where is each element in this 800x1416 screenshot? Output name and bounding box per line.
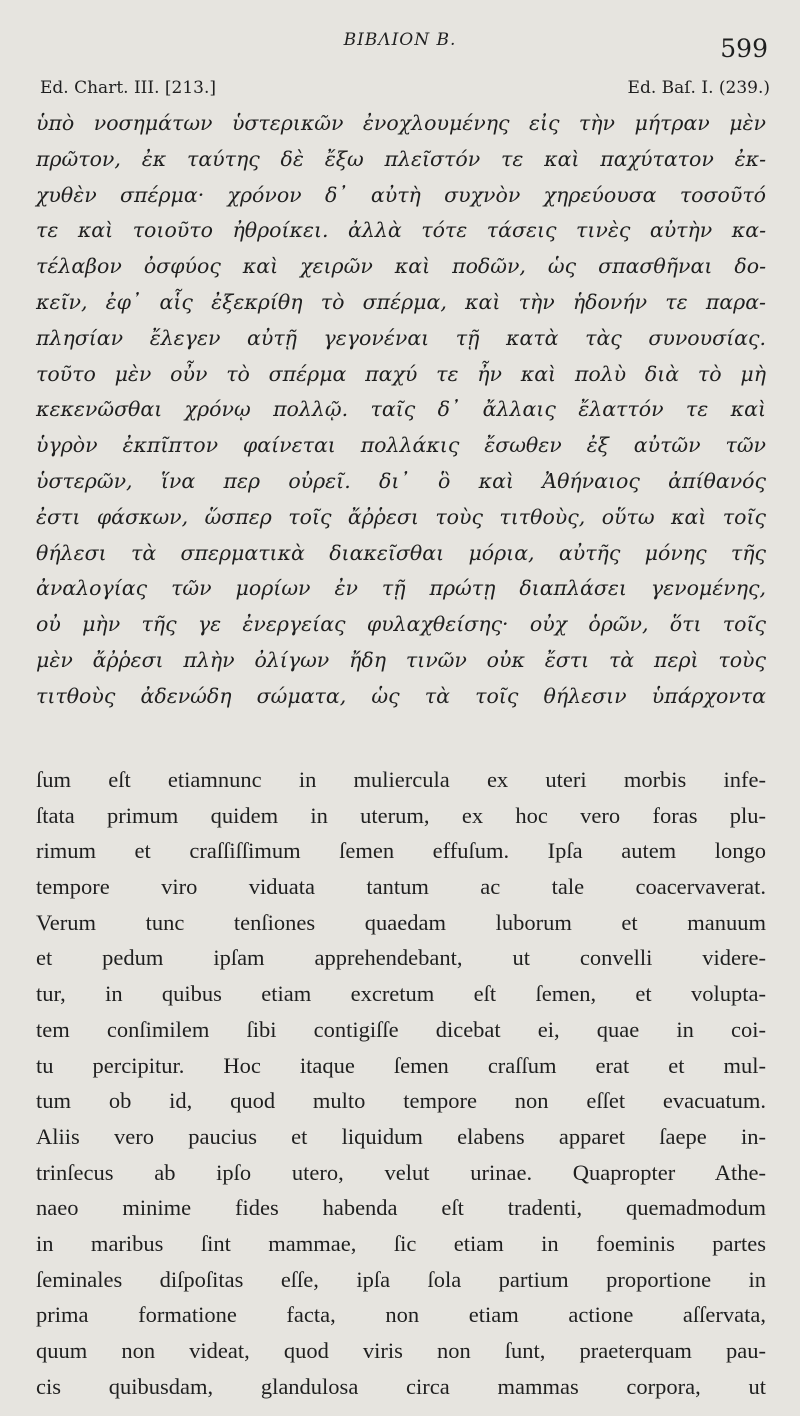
greek-text-line: τέλαβον ὀσφύος καὶ χειρῶν καὶ ποδῶν, ὡς σπασθῆναι δο-	[36, 254, 766, 279]
greek-text-line: τοῦτο μὲν οὖν τὸ σπέρμα παχύ τε ἦν καὶ πολὺ διὰ τὸ μὴ	[36, 361, 766, 386]
greek-text-line: οὐ μὴν τῆς γε ἐνεργείας φυλαχθείσης· οὐχ ὁρῶν, ὅτι τοῖς	[36, 612, 766, 637]
latin-text-line: tempore viro viduata tantum ac tale coacervaverat.	[36, 874, 766, 900]
greek-text-line: ὑπὸ νοσημάτων ὑστερικῶν ἐνοχλουμένης εἰς τὴν μήτραν μὲν	[36, 111, 766, 135]
latin-text-line: rimum et craſſiſſimum ſemen effuſum. Ipſa autem longo	[36, 838, 766, 864]
latin-text-line: ſum eſt etiamnunc in muliercula ex uteri morbis infe-	[36, 767, 766, 792]
page-number: 599	[720, 34, 768, 63]
latin-text-block	[36, 762, 766, 1404]
greek-text-line: μὲν ἄῤῥεσι πλὴν ὀλίγων ἤδη τινῶν οὐκ ἔστι τὰ περὶ τοὺς	[36, 647, 766, 672]
latin-text-line: quum non videat, quod viris non ſunt, praeterquam pau-	[36, 1338, 766, 1363]
latin-text-line: trinſecus ab ipſo utero, velut urinae. Quapropter Athe-	[36, 1159, 766, 1185]
latin-text-line: et pedum ipſam apprehendebant, ut convelli videre-	[36, 945, 766, 971]
greek-text-line: ἀναλογίας τῶν μορίων ἐν τῇ πρώτῃ διαπλάσει γενομένης,	[36, 576, 766, 601]
running-title: ΒΙΒΛΙΟΝ Β.	[343, 30, 457, 50]
latin-text-line: ſtata primum quidem in uterum, ex hoc vero foras plu-	[36, 802, 766, 828]
greek-text-line: κεκενῶσθαι χρόνῳ πολλῷ. ταῖς δ᾽ ἄλλαις ἔλαττόν τε καὶ	[36, 397, 766, 422]
edition-reference-right: Ed. Baſ. I. (239.)	[627, 78, 770, 98]
greek-text-line: θήλεσι τὰ σπερματικὰ διακεῖσθαι μόρια, αὐτῆς μόνης τῆς	[36, 540, 766, 565]
greek-text-line: χυθὲν σπέρμα· χρόνον δ᾽ αὐτὴ συχνὸν χηρεύουσα τοσοῦτό	[36, 182, 766, 207]
greek-text-line: πλησίαν ἔλεγεν αὐτῇ γεγονέναι τῇ κατὰ τὰς συνουσίας.	[36, 325, 766, 350]
latin-text-line: in maribus ſint mammae, ſic etiam in foeminis partes	[36, 1230, 766, 1256]
latin-text-line: prima formatione facta, non etiam actione aſſervata,	[36, 1302, 766, 1328]
latin-text-line: naeo minime fides habenda eſt tradenti, quemadmodum	[36, 1195, 766, 1221]
greek-text-line: ὑγρὸν ἐκπῖπτον φαίνεται πολλάκις ἔσωθεν ἐξ αὐτῶν τῶν	[36, 433, 766, 458]
latin-text-line: tu percipitur. Hoc itaque ſemen craſſum erat et mul-	[36, 1052, 766, 1078]
latin-text-line: Aliis vero paucius et liquidum elabens apparet ſaepe in-	[36, 1123, 766, 1149]
latin-text-line: Verum tunc tenſiones quaedam luborum et manuum	[36, 909, 766, 935]
greek-text-line: ἐστι φάσκων, ὥσπερ τοῖς ἄῤῥεσι τοὺς τιτθοὺς, οὕτω καὶ τοῖς	[36, 504, 766, 529]
latin-text-line: ſeminales diſpoſitas eſſe, ipſa ſola partium proportione in	[36, 1266, 766, 1292]
greek-text-line: ὑστερῶν, ἵνα περ οὐρεῖ. δι᾽ ὃ καὶ Ἀθήναιος ἀπίθανός	[36, 468, 766, 493]
greek-text-line: τε καὶ τοιοῦτο ἠθροίκει. ἀλλὰ τότε τάσεις τινὲς αὐτὴν κα-	[36, 218, 766, 243]
greek-text-line: πρῶτον, ἐκ ταύτης δὲ ἔξω πλεῖστόν τε καὶ παχύτατον ἐκ-	[36, 146, 766, 171]
latin-text-line: tem conſimilem ſibi contigiſſe dicebat ei, quae in coi-	[36, 1016, 766, 1042]
latin-text-line: tur, in quibus etiam excretum eſt ſemen, et volupta-	[36, 981, 766, 1007]
greek-text-block	[36, 106, 766, 715]
greek-text-line: κεῖν, ἐφ᾽ αἷς ἐξεκρίθη τὸ σπέρμα, καὶ τὴν ἡδονήν τε παρα-	[36, 289, 766, 314]
latin-text-line: tum ob id, quod multo tempore non eſſet evacuatum.	[36, 1088, 766, 1114]
edition-reference-left: Ed. Chart. III. [213.]	[40, 78, 217, 98]
latin-text-line: cis quibusdam, glandulosa circa mammas corpora, ut	[36, 1373, 766, 1399]
greek-text-line: τιτθοὺς ἀδενώδη σώματα, ὡς τὰ τοῖς θήλεσιν ὑπάρχοντα	[36, 683, 766, 708]
